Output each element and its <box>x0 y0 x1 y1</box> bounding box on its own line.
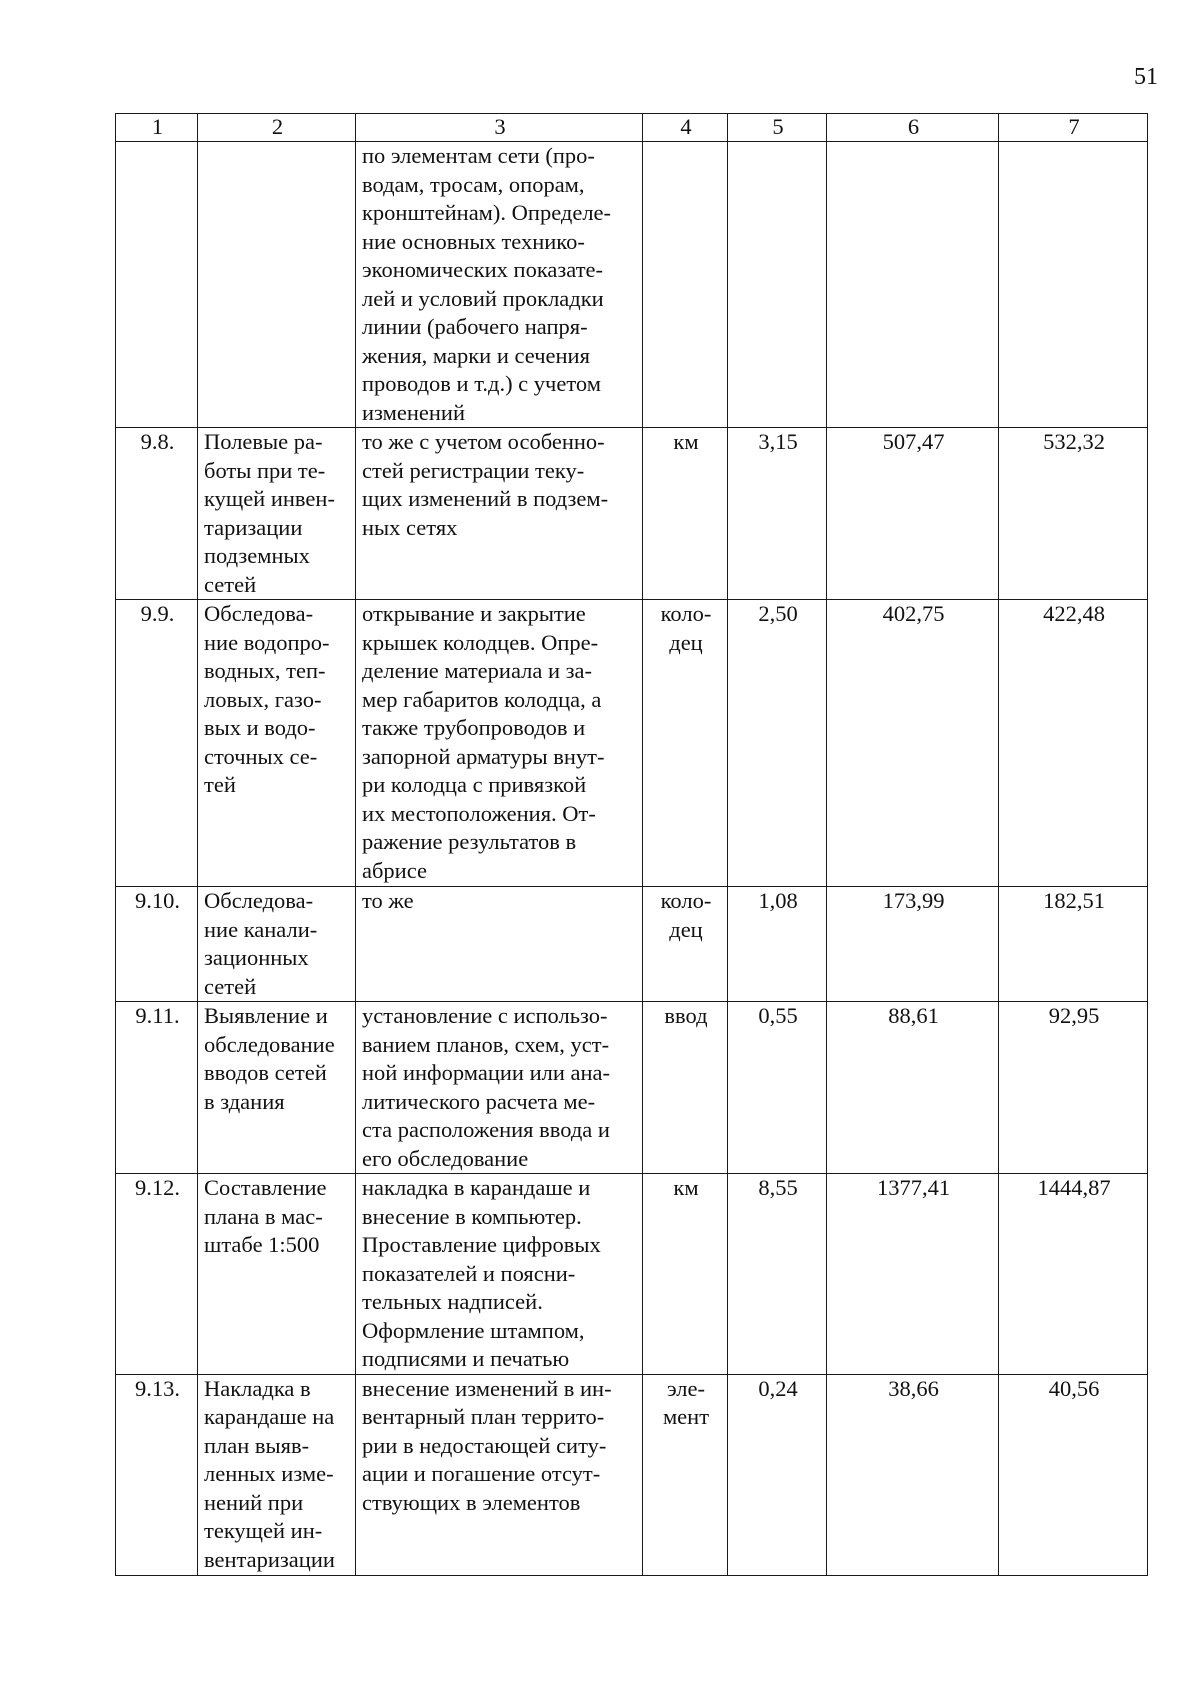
item-description-cell: внесение изменений в ин- вентарный план террито- рии в недостающей ситу- ации и погашение отсут- ствующих в элементов <box>356 1374 643 1575</box>
item-number-cell: 9.11. <box>116 1002 198 1174</box>
item-name-cell: Выявление и обследование вводов сетей в здания <box>198 1002 356 1174</box>
item-description-cell: по элементам сети (про- водам, тросам, опорам, кронштейнам). Определе- ние основных технико- экономических показате- лей и условий прокладки линии (рабочего напря- жения, марки и сечения проводов и т.д.) с учетом изменений <box>356 142 643 428</box>
column-header: 5 <box>728 114 827 142</box>
item-name-cell <box>198 142 356 428</box>
price-cell <box>827 142 999 428</box>
price-cell: 38,66 <box>827 1374 999 1575</box>
price-cell: 402,75 <box>827 600 999 887</box>
coefficient-cell: 2,50 <box>728 600 827 887</box>
unit-cell: эле- мент <box>643 1374 728 1575</box>
coefficient-cell: 0,24 <box>728 1374 827 1575</box>
table-row <box>116 428 1148 600</box>
unit-cell: коло- дец <box>643 600 728 887</box>
item-description-cell: открывание и закрытие крышек колодцев. Опре- деление материала и за- мер габаритов колодца, а также трубопроводов и запорной арматуры внут- ри колодца с привязкой их местоположения. От- ражение результатов в абрисе <box>356 600 643 887</box>
price-indexed-cell: 92,95 <box>999 1002 1148 1174</box>
price-cell: 88,61 <box>827 1002 999 1174</box>
price-indexed-cell: 1444,87 <box>999 1174 1148 1375</box>
column-header: 1 <box>116 114 198 142</box>
coefficient-cell: 1,08 <box>728 887 827 1002</box>
table-row <box>116 1374 1148 1575</box>
item-description-cell: установление с использо- ванием планов, схем, уст- ной информации или ана- литического расчета ме- ста расположения ввода и его обследование <box>356 1002 643 1174</box>
price-indexed-cell: 40,56 <box>999 1374 1148 1575</box>
table-row <box>116 1174 1148 1375</box>
column-header: 6 <box>827 114 999 142</box>
table-row <box>116 600 1148 887</box>
column-header: 7 <box>999 114 1148 142</box>
item-number-cell: 9.8. <box>116 428 198 600</box>
page-number: 51 <box>1134 64 1158 90</box>
coefficient-cell <box>728 142 827 428</box>
item-number-cell: 9.9. <box>116 600 198 887</box>
item-name-cell: Полевые ра- боты при те- кущей инвен- таризации подземных сетей <box>198 428 356 600</box>
unit-cell: ввод <box>643 1002 728 1174</box>
price-cell: 1377,41 <box>827 1174 999 1375</box>
unit-cell: коло- дец <box>643 887 728 1002</box>
price-cell: 507,47 <box>827 428 999 600</box>
column-header: 2 <box>198 114 356 142</box>
coefficient-cell: 3,15 <box>728 428 827 600</box>
item-name-cell: Обследова- ние водопро- водных, теп- ловых, газо- вых и водо- сточных се- тей <box>198 600 356 887</box>
price-indexed-cell: 182,51 <box>999 887 1148 1002</box>
table-row-continuation <box>116 142 1148 428</box>
coefficient-cell: 0,55 <box>728 1002 827 1174</box>
item-number-cell: 9.13. <box>116 1374 198 1575</box>
item-description-cell: то же с учетом особенно- стей регистрации теку- щих изменений в подзем- ных сетях <box>356 428 643 600</box>
price-indexed-cell: 532,32 <box>999 428 1148 600</box>
item-name-cell: Обследова- ние канали- зационных сетей <box>198 887 356 1002</box>
item-number-cell: 9.10. <box>116 887 198 1002</box>
item-number-cell <box>116 142 198 428</box>
table-row <box>116 1002 1148 1174</box>
item-number-cell: 9.12. <box>116 1174 198 1375</box>
column-header: 3 <box>356 114 643 142</box>
price-indexed-cell <box>999 142 1148 428</box>
table-row <box>116 887 1148 1002</box>
column-header: 4 <box>643 114 728 142</box>
norms-table <box>115 113 1148 1576</box>
unit-cell: км <box>643 428 728 600</box>
price-indexed-cell: 422,48 <box>999 600 1148 887</box>
item-name-cell: Накладка в карандаше на план выяв- ленных изме- нений при текущей ин- вентаризации <box>198 1374 356 1575</box>
item-name-cell: Составление плана в мас- штабе 1:500 <box>198 1174 356 1375</box>
header-row <box>116 114 1148 142</box>
unit-cell <box>643 142 728 428</box>
item-description-cell: накладка в карандаше и внесение в компьютер. Проставление цифровых показателей и поясни- тельных надписей. Оформление штампом, подписями и печатью <box>356 1174 643 1375</box>
item-description-cell: то же <box>356 887 643 1002</box>
price-cell: 173,99 <box>827 887 999 1002</box>
coefficient-cell: 8,55 <box>728 1174 827 1375</box>
unit-cell: км <box>643 1174 728 1375</box>
